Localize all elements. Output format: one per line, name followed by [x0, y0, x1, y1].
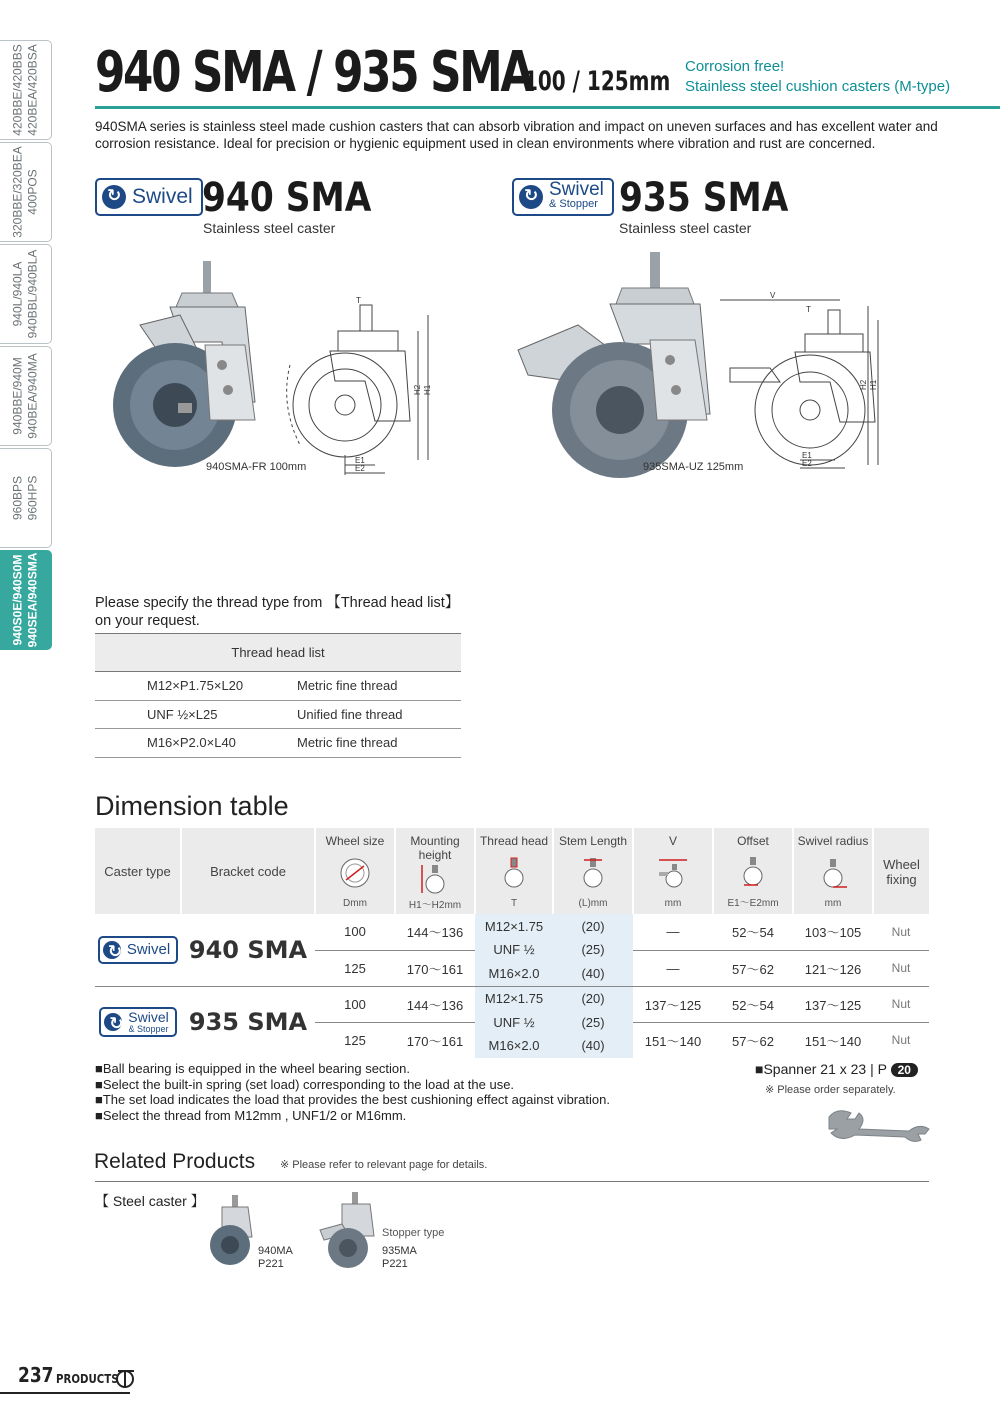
dim-label-t: T [806, 305, 811, 314]
cell-swivel: 137～125 [793, 986, 873, 1022]
caster-940sma-illustration [100, 255, 432, 480]
related-subtitle: 【 Steel caster 】 [95, 1193, 205, 1209]
dimension-title: Dimension table [95, 791, 289, 821]
related-item-page: P221 [258, 1258, 284, 1270]
cell-v: — [633, 950, 713, 986]
wheel-size-icon [338, 856, 372, 890]
image-caption-940: 940SMA-FR 100mm [206, 461, 307, 473]
side-tab-line: 940S0E/940S0M [10, 554, 25, 646]
side-tab-line: 940BEA/940MA [25, 353, 40, 439]
caster-935sma-illustration [510, 250, 890, 480]
thread-note-line: Please specify the thread type from 【Thread head list】 [95, 595, 460, 611]
header-wheel-size: Wheel size [325, 834, 385, 848]
page-number: 237 [18, 1363, 54, 1387]
spanner-label: ■Spanner 21 x 23 | P [755, 1061, 887, 1077]
cell-wheel: 125 [344, 1032, 366, 1048]
swivel-icon [103, 941, 121, 959]
cell-thread: M12×1.75 [484, 918, 544, 934]
footnotes [95, 1061, 610, 1123]
spanner-page-link[interactable]: 20 [891, 1063, 918, 1077]
bracket-code: 935 SMA [188, 1008, 308, 1037]
related-item-940ma[interactable] [258, 1245, 293, 1271]
model-935sma: 935 SMA [619, 175, 789, 221]
cell-thread: M16×2.0 [488, 965, 540, 981]
unit-swivel-radius: mm [824, 898, 842, 909]
product-caption: Stainless steel caster [203, 220, 336, 236]
spanner-order-note: ※ Please order separately. [765, 1084, 896, 1096]
table-row [95, 914, 929, 950]
swivel-stopper-badge [99, 1007, 176, 1037]
cell-stem: (25) [581, 942, 605, 958]
thread-type: Unified fine thread [297, 700, 461, 729]
unit-wheel-size: Dmm [343, 898, 367, 909]
cell-thread: UNF ½ [493, 942, 535, 958]
side-tab-960[interactable] [0, 448, 52, 548]
header-wheel-fixing: Wheel fixing [883, 856, 920, 887]
dim-label-e2: E2 [355, 464, 365, 473]
side-tab-line: 940BBE/940M [10, 357, 25, 435]
tagline-1: Corrosion free! [685, 58, 785, 75]
side-tab-420[interactable] [0, 40, 52, 140]
thread-code: M16×P2.0×L40 [95, 729, 297, 758]
cell-v: 151～140 [644, 1033, 702, 1049]
thread-code: UNF ½×L25 [95, 700, 297, 729]
badge-label: Swivel [128, 1009, 169, 1026]
side-tab-940bbe[interactable] [0, 346, 52, 446]
cell-mount: 170～161 [406, 1033, 464, 1049]
cell-swivel: 151～140 [804, 1033, 862, 1049]
thread-note-line: on your request. [95, 613, 200, 629]
related-note: ※ Please refer to relevant page for details. [280, 1159, 488, 1171]
cell-v: 137～125 [633, 986, 713, 1022]
cell-mount: 170～161 [395, 950, 475, 986]
tagline-2: Stainless steel cushion casters (M-type) [685, 78, 951, 95]
badge-sublabel: & Stopper [128, 1024, 169, 1035]
cell-stem: (40) [581, 965, 605, 981]
cell-wheel: 100 [315, 986, 395, 1022]
footnote: ■Ball bearing is equipped in the wheel bearing section. [95, 1061, 411, 1076]
header-thread-head: Thread head [479, 834, 549, 848]
thread-table-header: Thread head list [95, 634, 461, 672]
cell-offset: 57～62 [732, 1033, 774, 1049]
table-row [95, 729, 461, 758]
thread-note [95, 594, 459, 630]
footnote: ■Select the built-in spring (set load) corresponding to the load at the use. [95, 1076, 515, 1092]
header-mounting-height: Mounting height [410, 834, 460, 862]
header-swivel-radius: Swivel radius [797, 834, 869, 848]
header-v: V [668, 834, 677, 848]
side-tab-line: 420BEA/420BSA [25, 44, 40, 136]
swivel-icon [519, 185, 543, 209]
mounting-height-icon [418, 862, 452, 896]
spanner-icon [825, 1103, 931, 1143]
model-940sma: 940 SMA [202, 175, 372, 221]
table-row [95, 986, 929, 1022]
swivel-badge [98, 936, 178, 964]
dim-label-h1: H1 [869, 379, 878, 390]
title-size: 100 / 125mm [524, 66, 671, 97]
side-tab-line: 960BPS [10, 475, 25, 521]
badge-label: Swivel [126, 941, 171, 959]
related-rule [95, 1181, 929, 1182]
footnote: ■The set load indicates the load that provides the best cushioning effect against vibration. [95, 1092, 610, 1107]
related-item-name: 935MA [382, 1245, 417, 1257]
header-bracket-code: Bracket code [210, 864, 286, 879]
related-940ma-image[interactable] [208, 1193, 264, 1271]
cell-fixing: Nut [873, 986, 929, 1022]
thread-head-table [95, 633, 461, 758]
image-caption-935: 935SMA-UZ 125mm [643, 461, 744, 473]
unit-thread-head: T [510, 898, 518, 909]
cell-mount: 144～136 [395, 914, 475, 950]
page-title: 940 SMA / 935 SMA [95, 40, 532, 105]
cell-swivel: 103～105 [793, 914, 873, 950]
thread-type: Metric fine thread [297, 729, 461, 758]
dim-label-e2: E2 [802, 459, 812, 468]
side-tab-line: 960HPS [25, 475, 40, 521]
cell-wheel: 125 [315, 950, 395, 986]
header-caster-type: Caster type [104, 864, 171, 879]
cell-offset: 52～54 [713, 914, 793, 950]
related-item-page: P221 [382, 1258, 408, 1270]
cell-v: — [633, 914, 713, 950]
swivel-stopper-badge [512, 178, 614, 216]
footnote: ■Select the thread from M12mm , UNF1/2 or M16mm. [95, 1107, 407, 1123]
intro-text: 940SMA series is stainless steel made cushion casters that can absorb vibration and impact on uneven surfaces and has excellent water and corrosion resistance. Ideal for precision or hygienic equipment used in clean environments where vibration and rust are concerned. [95, 119, 938, 151]
dim-label-h2: H2 [413, 384, 422, 395]
brand-logo-icon [114, 1367, 138, 1389]
bracket-code: 940 SMA [181, 914, 315, 986]
cell-fixing: Nut [873, 950, 929, 986]
title-rule [95, 106, 1000, 109]
cell-fixing: Nut [891, 1033, 911, 1048]
dim-label-t: T [356, 296, 361, 305]
spanner-info [755, 1061, 918, 1077]
product-caption: Stainless steel caster [619, 220, 752, 236]
unit-v: mm [664, 898, 682, 909]
cell-stem: (25) [581, 1014, 605, 1030]
dim-label-e1: E1 [355, 456, 365, 465]
cell-fixing: Nut [873, 914, 929, 950]
badge-label: Swivel [132, 185, 193, 208]
swivel-radius-icon [816, 856, 850, 890]
cell-stem: (20) [581, 918, 605, 934]
side-tab-line: 400POS [25, 169, 40, 215]
table-row [95, 700, 461, 729]
badge-label: Swivel [549, 179, 604, 200]
thread-type: Metric fine thread [297, 672, 461, 701]
thread-head-icon [497, 856, 531, 890]
side-tab-line: 940L/940LA [10, 261, 25, 327]
thread-code: M12×P1.75×L20 [95, 672, 297, 701]
cell-offset: 57～62 [713, 950, 793, 986]
side-tab-line: 940BBL/940BLA [25, 249, 40, 339]
cell-offset: 52～54 [713, 986, 793, 1022]
cell-stem: (20) [581, 991, 605, 1007]
swivel-icon [104, 1013, 122, 1031]
side-tab-line: 420BBE/420BBS [10, 44, 25, 136]
header-stem-length: Stem Length [558, 834, 628, 848]
cell-swivel: 121～126 [793, 950, 873, 986]
related-item-type: Stopper type [382, 1227, 445, 1239]
cell-thread: M12×1.75 [484, 991, 544, 1007]
footer-rule [0, 1392, 130, 1394]
side-tab-940l[interactable] [0, 244, 52, 344]
footer-label: PRODUCTS [56, 1372, 119, 1386]
offset-icon [736, 854, 770, 888]
dimension-table [95, 828, 929, 1058]
related-title: Related Products [94, 1150, 256, 1173]
cell-thread: UNF ½ [493, 1014, 535, 1030]
side-tab-940s-active[interactable] [0, 550, 52, 650]
unit-mounting-height: H1～H2mm [408, 900, 462, 911]
cell-thread: M16×2.0 [488, 1038, 540, 1054]
side-tab-320[interactable] [0, 142, 52, 242]
stem-length-icon [576, 856, 610, 890]
related-935ma-image[interactable] [318, 1190, 382, 1272]
related-item-935ma[interactable] [382, 1245, 417, 1271]
swivel-icon [102, 185, 126, 209]
side-tab-line: 320BBE/320BEA [10, 146, 25, 238]
dim-label-h2: H2 [859, 379, 868, 390]
cell-wheel: 100 [315, 914, 395, 950]
unit-stem-length: (L)mm [578, 898, 608, 909]
cell-mount: 144～136 [395, 986, 475, 1022]
dim-label-h1: H1 [423, 384, 432, 395]
swivel-badge [95, 178, 203, 216]
badge-sublabel: & Stopper [549, 198, 598, 210]
unit-offset: E1～E2mm [727, 898, 779, 909]
v-dimension-icon [656, 856, 690, 890]
cell-stem: (40) [581, 1038, 605, 1054]
dim-label-v: V [770, 291, 776, 300]
header-offset: Offset [737, 834, 769, 848]
side-tab-line: 940SEA/940SMA [25, 552, 40, 648]
related-item-name: 940MA [258, 1245, 293, 1257]
dim-label-e1: E1 [802, 451, 812, 460]
table-row [95, 672, 461, 701]
